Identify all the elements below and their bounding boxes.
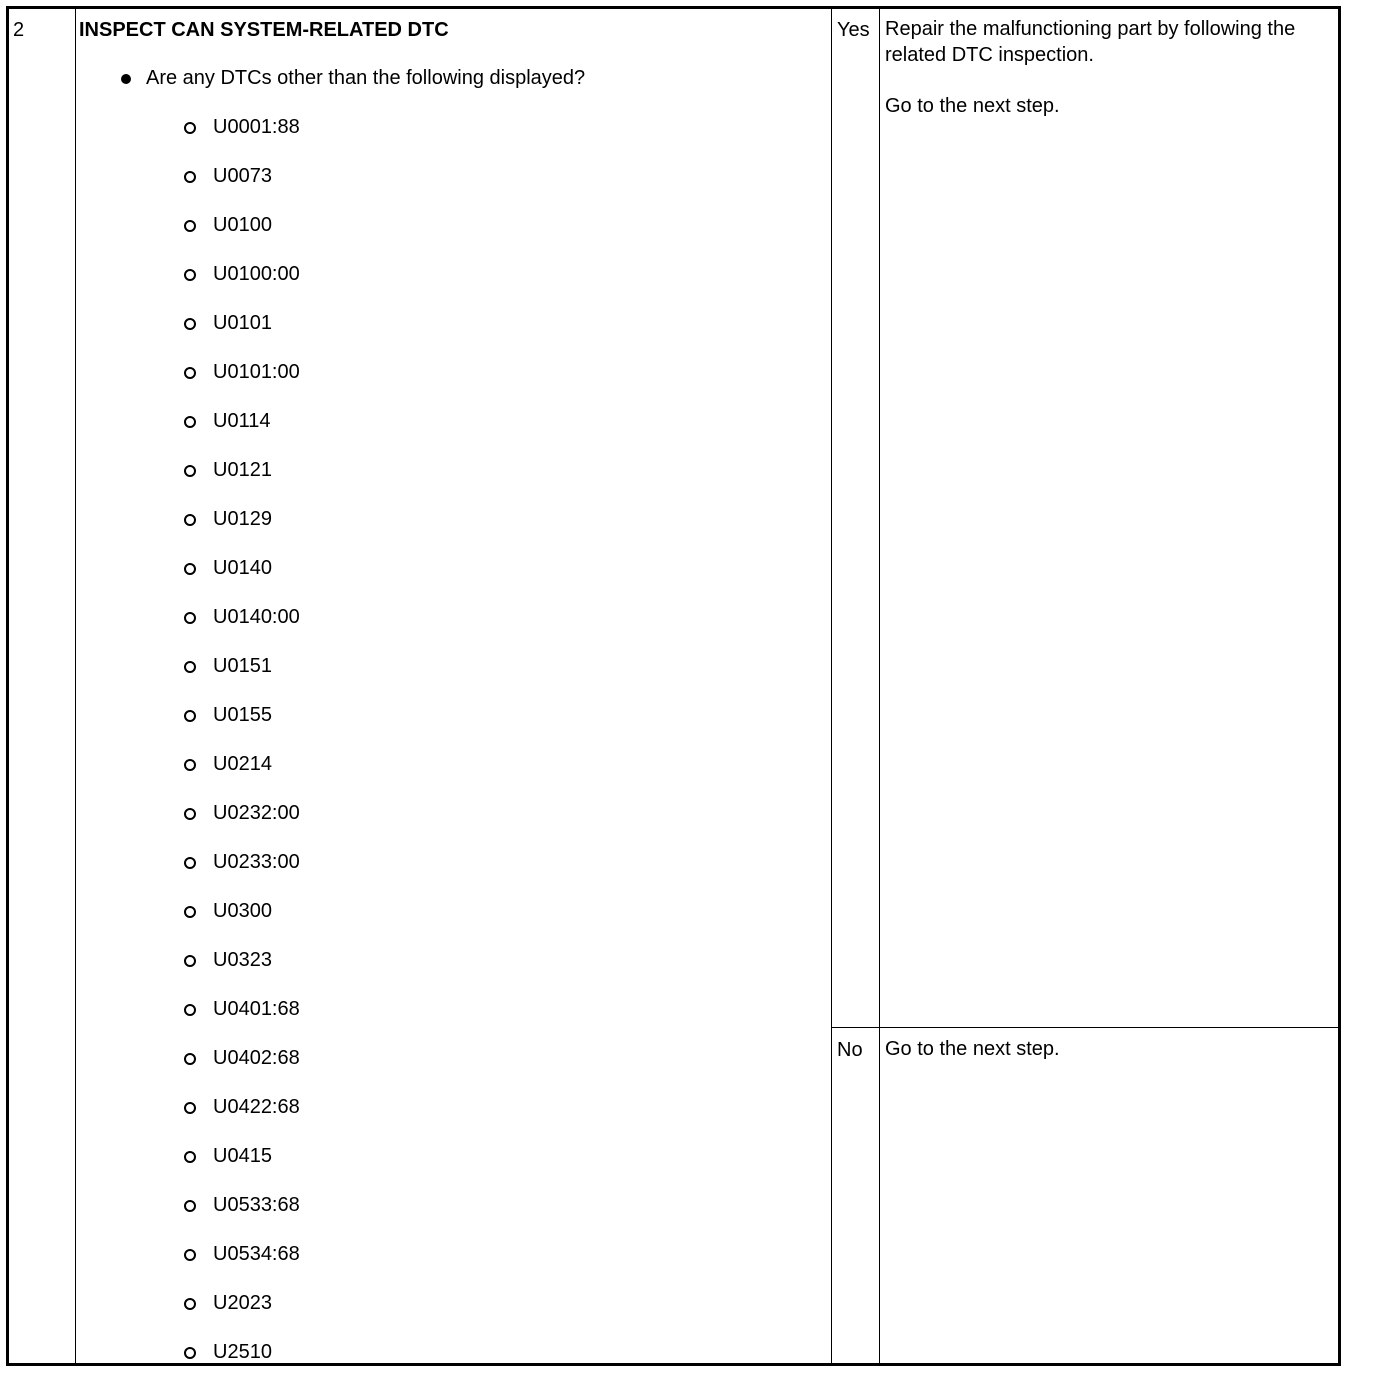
- circle-bullet-icon: [184, 171, 196, 183]
- dtc-code-item: [184, 887, 300, 936]
- circle-bullet-icon: [184, 1298, 196, 1310]
- dtc-code: U0233:00: [213, 851, 300, 873]
- dtc-code: U0533:68: [213, 1194, 300, 1216]
- bullet-icon: [121, 74, 131, 84]
- circle-bullet-icon: [184, 1102, 196, 1114]
- column-divider: [831, 9, 832, 1363]
- dtc-code: U0101:00: [213, 361, 300, 383]
- dtc-code: U2510: [213, 1341, 272, 1363]
- dtc-code-item: [184, 348, 300, 397]
- circle-bullet-icon: [184, 1004, 196, 1016]
- circle-bullet-icon: [184, 955, 196, 967]
- dtc-code-item: [184, 838, 300, 887]
- circle-bullet-icon: [184, 220, 196, 232]
- circle-bullet-icon: [184, 1347, 196, 1359]
- dtc-code-item: [184, 201, 300, 250]
- circle-bullet-icon: [184, 710, 196, 722]
- circle-bullet-icon: [184, 906, 196, 918]
- dtc-code: U0100:00: [213, 263, 300, 285]
- row-divider: [831, 1027, 1338, 1028]
- dtc-code-item: [184, 985, 300, 1034]
- dtc-code: U0101: [213, 312, 272, 334]
- dtc-code-item: [184, 1034, 300, 1083]
- dtc-code-item: [184, 642, 300, 691]
- inspection-table: [6, 6, 1341, 1366]
- circle-bullet-icon: [184, 1151, 196, 1163]
- dtc-code-item: [184, 593, 300, 642]
- dtc-code: U0121: [213, 459, 272, 481]
- dtc-code-item: [184, 544, 300, 593]
- dtc-code-item: [184, 1181, 300, 1230]
- dtc-code: U0323: [213, 949, 272, 971]
- circle-bullet-icon: [184, 367, 196, 379]
- yes-label: Yes: [837, 19, 870, 41]
- dtc-code-item: [184, 740, 300, 789]
- no-label: No: [837, 1039, 863, 1061]
- circle-bullet-icon: [184, 612, 196, 624]
- circle-bullet-icon: [184, 416, 196, 428]
- circle-bullet-icon: [184, 269, 196, 281]
- dtc-code: U0100: [213, 214, 272, 236]
- dtc-code: U0415: [213, 1145, 272, 1167]
- circle-bullet-icon: [184, 1053, 196, 1065]
- circle-bullet-icon: [184, 661, 196, 673]
- dtc-code-item: [184, 691, 300, 740]
- step-number: 2: [13, 19, 25, 41]
- dtc-code-item: [184, 1328, 300, 1377]
- dtc-code: U0422:68: [213, 1096, 300, 1118]
- dtc-code-item: [184, 789, 300, 838]
- dtc-code: U0001:88: [213, 116, 300, 138]
- dtc-code: U0140: [213, 557, 272, 579]
- dtc-code: U0534:68: [213, 1243, 300, 1265]
- dtc-code-item: [184, 495, 300, 544]
- dtc-code: U0155: [213, 704, 272, 726]
- circle-bullet-icon: [184, 514, 196, 526]
- dtc-code: U0129: [213, 508, 272, 530]
- dtc-code-item: [184, 446, 300, 495]
- circle-bullet-icon: [184, 563, 196, 575]
- column-divider: [879, 9, 880, 1363]
- dtc-code: U0401:68: [213, 998, 300, 1020]
- dtc-code: U0402:68: [213, 1047, 300, 1069]
- circle-bullet-icon: [184, 808, 196, 820]
- dtc-code: U0140:00: [213, 606, 300, 628]
- dtc-code-item: [184, 299, 300, 348]
- circle-bullet-icon: [184, 1200, 196, 1212]
- circle-bullet-icon: [184, 318, 196, 330]
- dtc-code: U0151: [213, 655, 272, 677]
- step-question: Are any DTCs other than the following displayed?: [146, 67, 586, 89]
- dtc-code-list: [184, 113, 300, 1387]
- dtc-code-item: [184, 152, 300, 201]
- step-title: INSPECT CAN SYSTEM-RELATED DTC: [79, 19, 449, 41]
- yes-next-step: Go to the next step.: [885, 95, 1060, 117]
- dtc-code: U0073: [213, 165, 272, 187]
- circle-bullet-icon: [184, 122, 196, 134]
- circle-bullet-icon: [184, 1249, 196, 1261]
- dtc-code-item: [184, 397, 300, 446]
- dtc-code-item: [184, 1083, 300, 1132]
- column-divider: [75, 9, 76, 1363]
- circle-bullet-icon: [184, 857, 196, 869]
- dtc-code-item: [184, 1132, 300, 1181]
- yes-action: Repair the malfunctioning part by following the related DTC inspection.: [885, 18, 1296, 66]
- dtc-code-item: [184, 250, 300, 299]
- circle-bullet-icon: [184, 465, 196, 477]
- dtc-code-item: [184, 1279, 300, 1328]
- dtc-code: U2023: [213, 1292, 272, 1314]
- dtc-code-item: [184, 1230, 300, 1279]
- dtc-code: U0300: [213, 900, 272, 922]
- dtc-code: U0114: [213, 410, 271, 432]
- dtc-code: U0232:00: [213, 802, 300, 824]
- dtc-code-item: [184, 103, 300, 152]
- circle-bullet-icon: [184, 759, 196, 771]
- dtc-code-item: [184, 936, 300, 985]
- no-action: Go to the next step.: [885, 1038, 1060, 1060]
- dtc-code: U0214: [213, 753, 272, 775]
